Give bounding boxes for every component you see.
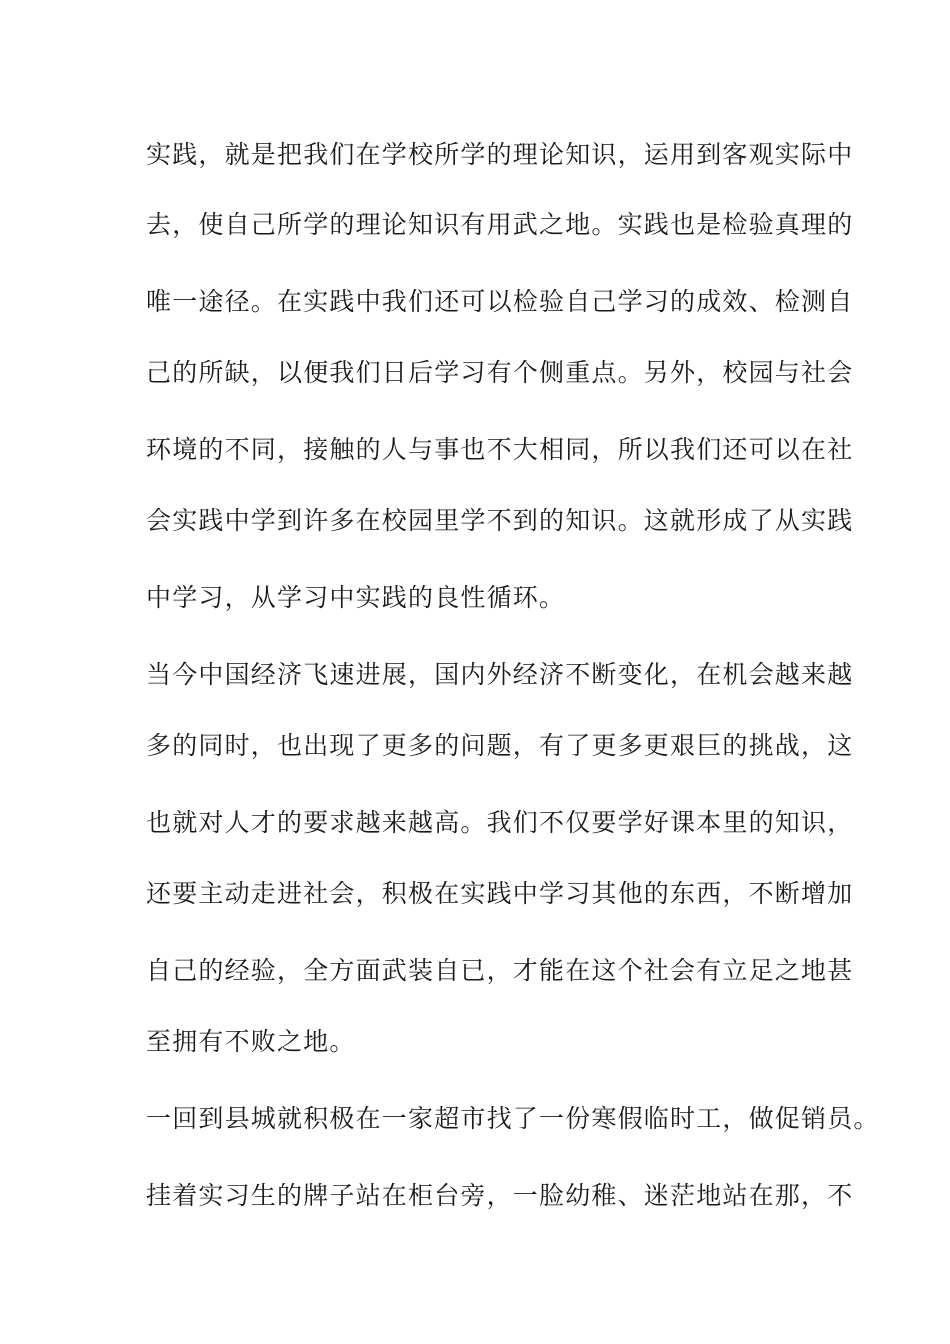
text-line: 一回到县城就积极在一家超市找了一份寒假临时工，做促销员。: [146, 1104, 880, 1133]
text-line: 挂着实习生的牌子站在柜台旁，一脸幼稚、迷茫地站在那，不: [146, 1181, 854, 1210]
text-line: 中学习，从学习中实践的良性循环。: [146, 583, 566, 612]
text-line: 唯一途径。在实践中我们还可以检验自己学习的成效、检测自: [146, 287, 854, 316]
text-line: 当今中国经济飞速进展，国内外经济不断变化，在机会越来越: [146, 660, 854, 689]
text-line: 多的同时，也出现了更多的问题，有了更多更艰巨的挑战，这: [146, 731, 854, 760]
text-line: 实践，就是把我们在学校所学的理论知识，运用到客观实际中: [146, 140, 854, 169]
text-line: 会实践中学到许多在校园里学不到的知识。这就形成了从实践: [146, 506, 854, 535]
text-line: 至拥有不败之地。: [146, 1027, 356, 1056]
text-line: 环境的不同，接触的人与事也不大相同，所以我们还可以在社: [146, 435, 854, 464]
text-line: 己的所缺，以便我们日后学习有个侧重点。另外，校园与社会: [146, 358, 854, 387]
text-line: 去，使自己所学的理论知识有用武之地。实践也是检验真理的: [146, 210, 854, 239]
text-line: 也就对人才的要求越来越高。我们不仅要学好课本里的知识，: [146, 808, 854, 837]
text-line: 自己的经验，全方面武装自已，才能在这个社会有立足之地甚: [146, 956, 854, 985]
text-line: 还要主动走进社会，积极在实践中学习其他的东西，不断增加: [146, 879, 854, 908]
